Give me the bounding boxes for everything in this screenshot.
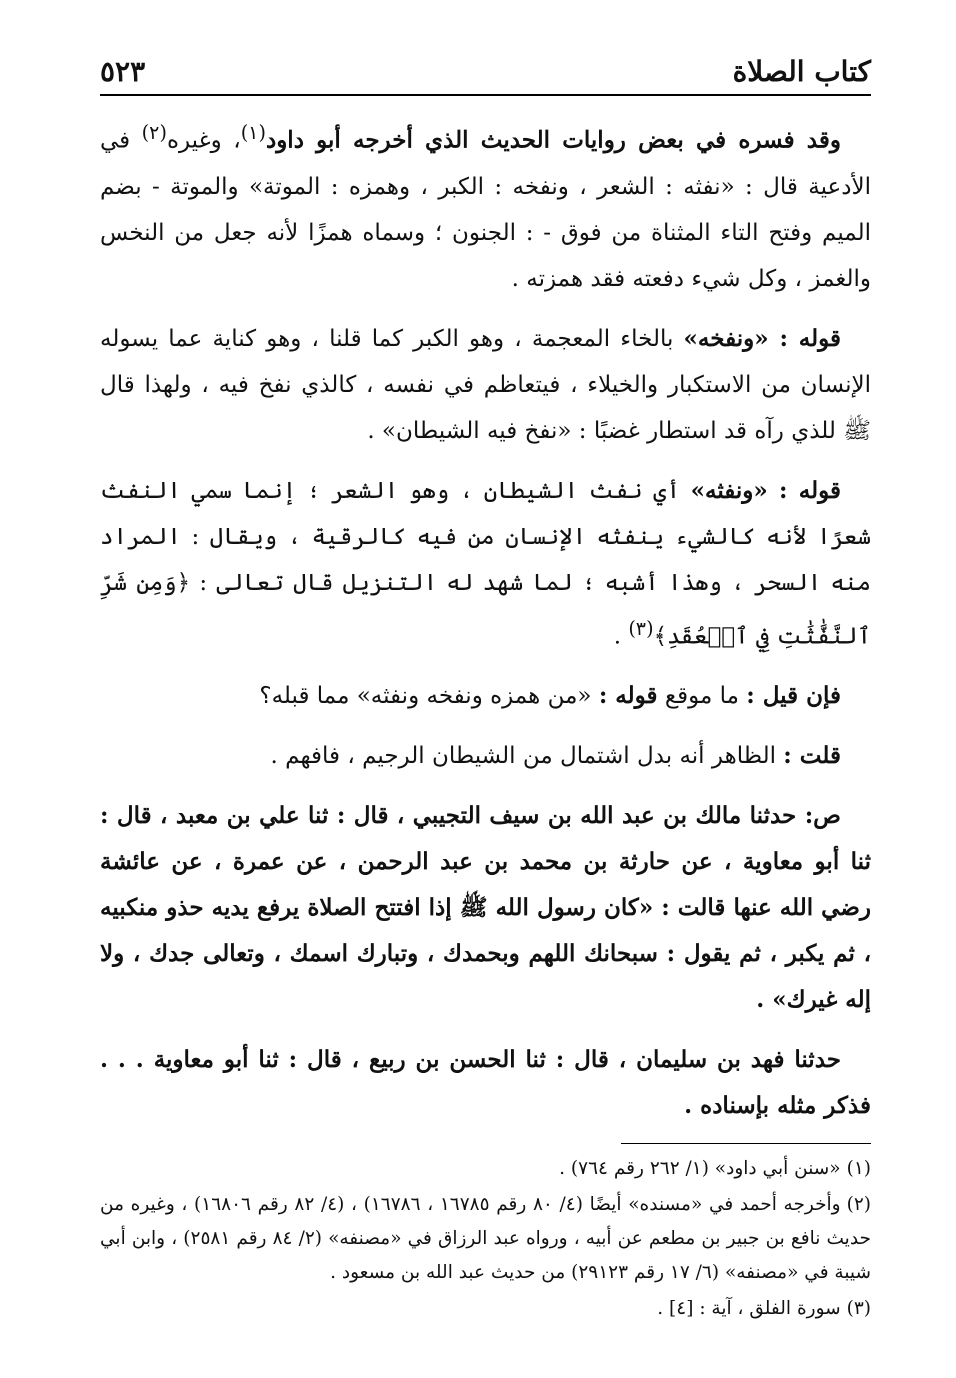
footnote-2 bbox=[100, 1188, 871, 1290]
p4-rest: «من همزه ونفخه ونفثه» مما قبله؟ bbox=[259, 683, 599, 710]
running-title: كتاب الصلاة bbox=[732, 55, 871, 88]
page-header bbox=[100, 38, 871, 88]
footnote-ref-1: (١) bbox=[240, 121, 266, 144]
p4-bold2: قوله : bbox=[598, 682, 658, 710]
footnote-3 bbox=[100, 1292, 871, 1326]
p5-lead: قلت : bbox=[783, 742, 841, 770]
footnote-1 bbox=[100, 1152, 871, 1186]
footnote-1-text: «سنن أبي داود» (١/ ٢٦٢ رقم ٧٦٤) . bbox=[559, 1158, 841, 1180]
p3-lead: قوله : «ونفثه» bbox=[690, 476, 841, 504]
header-rule bbox=[100, 94, 871, 96]
p2-rest: بالخاء المعجمة ، وهو الكبر كما قلنا ، وهو كناية عما يسوله الإنسان من الاستكبار والخيلاء ، فيتعاظم في نفسه ، كالذي نفخ فيه ، ولهذا قال ﷺ للذي رآه قد استطار غضبًا : «نفخ فيه الشيطان» . bbox=[100, 325, 871, 444]
paragraph-3 bbox=[100, 468, 871, 660]
footnote-ref-3: (٣) bbox=[628, 616, 654, 640]
p1-rest: في الأدعية قال : «نفثه : الشعر ، ونفخه : الكبر ، وهمزه : الموتة» والموتة - بضم الميم وفتح التاء المثناة من فوق - : الجنون ؛ وسماه همزًا لأنه جعل من النخس والغمز ، وكل شيء دفعته فقد همزته . bbox=[100, 127, 871, 292]
hadith-text: ص: حدثنا مالك بن عبد الله بن سيف التجيبي ، قال : ثنا علي بن معبد ، قال : ثنا أبو معاوية ، عن حارثة بن محمد بن عبد الرحمن ، عن عمرة ، عن عائشة رضي الله عنها قالت : «كان رسول الله ﷺ إذا افتتح الصلاة يرفع يديه حذو منكبيه ، ثم يكبر ، ثم يقول : سبحانك اللهم وبحمدك ، وتبارك اسمك ، وتعالى جدك ، ولا إله غيرك» . bbox=[100, 802, 871, 1014]
paragraph-1 bbox=[100, 110, 871, 302]
paragraph-2 bbox=[100, 316, 871, 454]
p1-mid: ، وغيره bbox=[166, 127, 241, 154]
p3-rest: أي نفث الشيطان ، وهو الشعر ؛ إنما سمي النفث شعرًا لأنه كالشيء ينفثه الإنسان من فيه كالرقية ، ويقال : المراد منه السحر ، وهذا أشبه ؛ لما شهد له التنزيل قال تعالى : ﴿وَمِن شَرِّ ٱلنَّفَّٰثَٰتِ فِي ٱلۡعُقَدِ﴾ bbox=[100, 477, 871, 650]
p1-lead: وقد فسره في بعض روايات الحديث الذي أخرجه أبو داود bbox=[265, 126, 841, 154]
footnote-2-text: وأخرجه أحمد في «مسنده» أيضًا (٤/ ٨٠ رقم ١٦٧٨٥ ، ١٦٧٨٦) ، (٤/ ٨٢ رقم ١٦٨٠٦) ، وغيره من حديث نافع بن جبير بن مطعم عن أبيه ، ورواه عبد الرزاق في «مصنفه» (٢/ ٨٤ رقم ٢٥٨١) ، وابن أبي شيبة في «مصنفه» (٦/ ١٧ رقم ٢٩١٢٣) من حديث عبد الله بن مسعود . bbox=[100, 1194, 871, 1284]
p5-rest: الظاهر أنه بدل اشتمال من الشيطان الرجيم ، فافهم . bbox=[270, 743, 784, 770]
footnote-3-text: سورة الفلق ، آية : [٤] . bbox=[657, 1298, 841, 1320]
footnote-ref-2: (٢) bbox=[141, 121, 167, 144]
hadith-chain-2: حدثنا فهد بن سليمان ، قال : ثنا الحسن بن ربيع ، قال : ثنا أبو معاوية . . . فذكر مثله بإسناده . bbox=[100, 1046, 871, 1120]
p2-lead: قوله : «ونفخه» bbox=[683, 324, 841, 352]
footnote-3-number: (٣) bbox=[846, 1298, 871, 1320]
page-number: ٥٢٣ bbox=[100, 55, 146, 88]
book-page bbox=[100, 38, 871, 1328]
paragraph-4 bbox=[100, 673, 871, 719]
p4-mid: ما موقع bbox=[657, 683, 747, 710]
footnote-separator bbox=[621, 1143, 871, 1144]
p3-end: . bbox=[613, 623, 629, 650]
paragraph-5 bbox=[100, 733, 871, 779]
footnote-1-number: (١) bbox=[846, 1158, 871, 1180]
footnote-2-number: (٢) bbox=[846, 1194, 871, 1216]
p4-lead: فإن قيل : bbox=[746, 682, 841, 710]
